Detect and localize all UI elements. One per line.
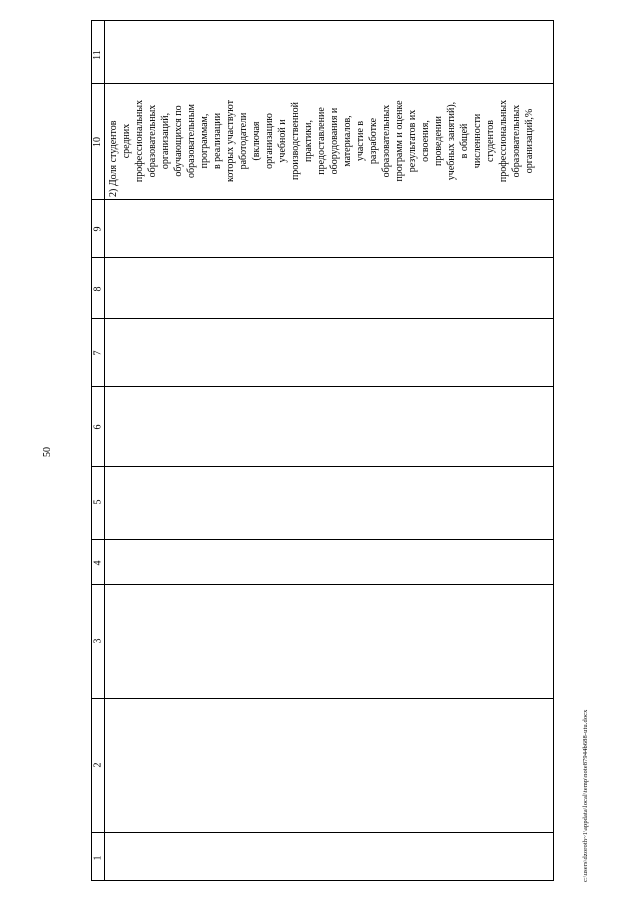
row-divider-1-2 <box>92 832 553 833</box>
description-line: участие в <box>355 120 366 162</box>
description-line: профессиональных <box>134 99 145 183</box>
description-line: образовательных <box>381 104 392 178</box>
row-divider-2-3 <box>92 698 553 699</box>
row-divider-7-8 <box>92 318 553 319</box>
description-line: предоставление <box>316 107 327 175</box>
description-line: учебной и <box>277 119 288 163</box>
description-line: учебных занятий), <box>446 101 457 181</box>
column-number-8: 8 <box>92 286 103 292</box>
description-line: в реализации <box>212 112 223 170</box>
description-line: образовательных <box>511 104 522 178</box>
description-line: студентов <box>485 120 496 162</box>
description-line: (включая <box>251 121 262 161</box>
description-line: программ и оценке <box>394 100 405 182</box>
description-line: численности <box>472 113 483 169</box>
rotated-table <box>91 20 554 881</box>
description-line: образовательных <box>147 104 158 178</box>
header-divider <box>104 21 105 880</box>
column-number-1: 1 <box>92 855 103 861</box>
description-line: результатов их <box>407 109 418 173</box>
description-line: средних <box>121 123 132 159</box>
description-line: работодатели <box>238 112 249 170</box>
description-line: организаций, <box>160 112 171 170</box>
column-number-4: 4 <box>92 560 103 566</box>
description-line: 2) Доля студентов <box>108 120 119 197</box>
description-line: оборудования и <box>329 107 340 175</box>
row-divider-3-4 <box>92 584 553 585</box>
description-line: профессиональных <box>498 99 509 183</box>
column-number-6: 6 <box>92 424 103 430</box>
column-number-5: 5 <box>92 499 103 505</box>
row-divider-4-5 <box>92 539 553 540</box>
description-line: производственной <box>290 101 301 181</box>
description-line: программам, <box>199 113 210 169</box>
description-line: практики, <box>303 120 314 162</box>
page-number: 50 <box>42 447 53 457</box>
description-line: которых участвуют <box>225 99 236 183</box>
column-number-2: 2 <box>92 762 103 768</box>
description-line: проведении <box>433 116 444 166</box>
row-divider-10-11 <box>92 83 553 84</box>
description-line: организацию <box>264 113 275 169</box>
description-line: в общей <box>459 123 470 159</box>
description-line: образовательным <box>186 104 197 178</box>
column-number-10: 10 <box>92 137 103 147</box>
description-line: разработке <box>368 117 379 165</box>
row-divider-5-6 <box>92 466 553 467</box>
column-number-9: 9 <box>92 226 103 232</box>
column-number-3: 3 <box>92 638 103 644</box>
description-line: организаций,% <box>524 108 535 174</box>
column-number-11: 11 <box>91 50 103 60</box>
description-line: обучающихся по <box>173 105 184 177</box>
description-line: материалов, <box>342 115 353 167</box>
indicator-description-lines <box>106 85 553 197</box>
row-divider-6-7 <box>92 386 553 387</box>
column-number-7: 7 <box>92 350 103 356</box>
indicator-description-cell <box>106 85 553 197</box>
row-divider-9-10 <box>92 199 553 200</box>
footer-file-path: c:\users\dzoroth~1\appdata\local\temp\note87944b688-utu.docx <box>582 709 589 882</box>
description-line: освоения, <box>420 120 431 162</box>
row-divider-8-9 <box>92 257 553 258</box>
